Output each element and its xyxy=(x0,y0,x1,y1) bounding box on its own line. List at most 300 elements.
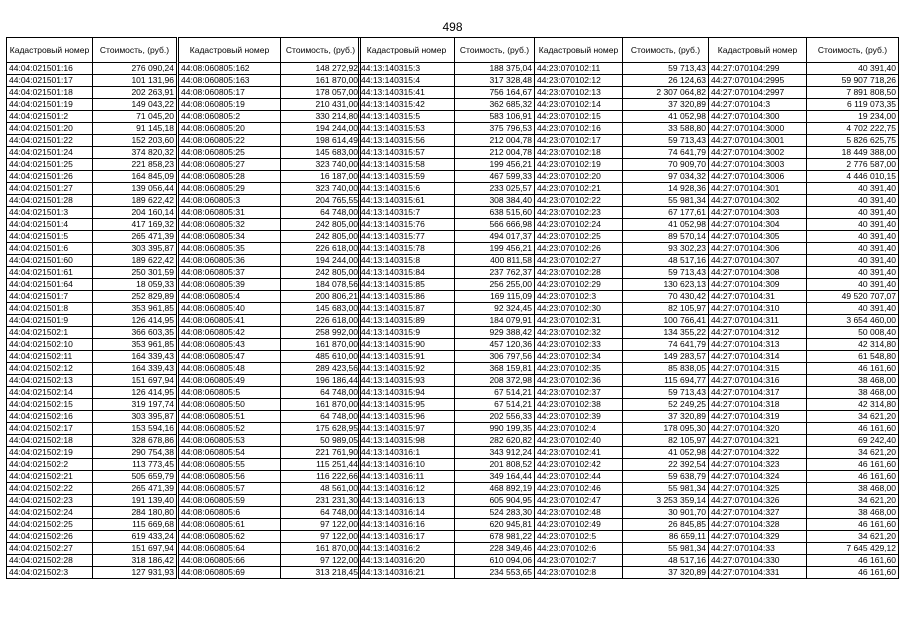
cost-cell: 40 391,40 xyxy=(807,279,899,291)
table-row xyxy=(179,243,361,255)
table-row xyxy=(535,123,709,135)
cadastral-number-cell: 44:27:070104:317 xyxy=(709,387,807,399)
cost-cell: 638 515,60 xyxy=(455,207,535,219)
table-row xyxy=(359,291,535,303)
table-row xyxy=(359,351,535,363)
cadastral-number-cell: 44:27:070104:304 xyxy=(709,219,807,231)
table-row xyxy=(179,555,361,567)
cadastral-number-cell: 44:04:021501:28 xyxy=(7,195,93,207)
table-row xyxy=(179,423,361,435)
table-row xyxy=(179,567,361,579)
cost-cell: 59 907 718,26 xyxy=(807,75,899,87)
cost-cell: 202 263,91 xyxy=(93,87,177,99)
cadastral-number-cell: 44:23:070102:18 xyxy=(535,147,623,159)
table-row xyxy=(179,315,361,327)
cadastral-number-cell: 44:13:140316:13 xyxy=(359,495,455,507)
cost-cell: 115 251,44 xyxy=(281,459,361,471)
table-row xyxy=(535,303,709,315)
table-row xyxy=(7,507,177,519)
cost-cell: 3 253 359,14 xyxy=(623,495,709,507)
cadastral-number-cell: 44:04:021502:26 xyxy=(7,531,93,543)
cadastral-number-cell: 44:13:140315:59 xyxy=(359,171,455,183)
table-row xyxy=(535,315,709,327)
cost-cell: 374 820,32 xyxy=(93,147,177,159)
cost-cell: 265 471,39 xyxy=(93,231,177,243)
table-row xyxy=(7,63,177,75)
cost-cell: 226 618,00 xyxy=(281,243,361,255)
table-row xyxy=(535,147,709,159)
cost-cell: 40 391,40 xyxy=(807,255,899,267)
table-row xyxy=(535,543,709,555)
cadastral-number-cell: 44:04:021501:5 xyxy=(7,231,93,243)
cadastral-number-cell: 44:04:021501:20 xyxy=(7,123,93,135)
cost-cell: 67 514,21 xyxy=(455,387,535,399)
cadastral-table-3 xyxy=(358,37,535,579)
cost-cell: 400 811,58 xyxy=(455,255,535,267)
table-row xyxy=(179,159,361,171)
table-row xyxy=(7,375,177,387)
table-row xyxy=(359,159,535,171)
cost-cell: 605 904,95 xyxy=(455,495,535,507)
table-row xyxy=(7,195,177,207)
table-header-row xyxy=(535,38,709,63)
table-row xyxy=(709,195,899,207)
cost-cell: 26 845,85 xyxy=(623,519,709,531)
table-row xyxy=(709,207,899,219)
cost-cell: 169 115,09 xyxy=(455,291,535,303)
cadastral-number-cell: 44:27:070104:312 xyxy=(709,327,807,339)
cadastral-number-cell: 44:23:070102:5 xyxy=(535,531,623,543)
cost-cell: 678 981,22 xyxy=(455,531,535,543)
table-row xyxy=(179,471,361,483)
cost-cell: 64 748,00 xyxy=(281,411,361,423)
cadastral-table-4 xyxy=(534,37,709,579)
table-row xyxy=(709,123,899,135)
cost-cell: 198 614,49 xyxy=(281,135,361,147)
table-row xyxy=(7,327,177,339)
cadastral-number-cell: 44:08:060805:59 xyxy=(179,495,281,507)
table-row xyxy=(7,243,177,255)
cost-cell: 250 301,59 xyxy=(93,267,177,279)
table-row xyxy=(179,531,361,543)
table-row xyxy=(359,471,535,483)
table-row xyxy=(7,423,177,435)
table-row xyxy=(179,411,361,423)
table-row xyxy=(179,75,361,87)
cadastral-number-cell: 44:27:070104:3 xyxy=(709,99,807,111)
cost-cell: 417 169,32 xyxy=(93,219,177,231)
table-row xyxy=(7,87,177,99)
cadastral-number-cell: 44:08:060805:41 xyxy=(179,315,281,327)
cost-cell: 375 796,53 xyxy=(455,123,535,135)
cadastral-number-cell: 44:23:070102:7 xyxy=(535,555,623,567)
table-row xyxy=(535,495,709,507)
table-row xyxy=(7,351,177,363)
cadastral-number-cell: 44:08:060805:47 xyxy=(179,351,281,363)
table-row xyxy=(7,123,177,135)
cadastral-number-cell: 44:23:070102:15 xyxy=(535,111,623,123)
cost-cell: 37 320,89 xyxy=(623,411,709,423)
cost-cell: 467 599,33 xyxy=(455,171,535,183)
cost-cell: 284 180,80 xyxy=(93,507,177,519)
cadastral-number-cell: 44:23:070102:4 xyxy=(535,423,623,435)
table-row xyxy=(359,183,535,195)
cadastral-number-cell: 44:23:070102:25 xyxy=(535,231,623,243)
cost-cell: 127 931,93 xyxy=(93,567,177,579)
cadastral-number-cell: 44:04:021501:18 xyxy=(7,87,93,99)
table-row xyxy=(359,243,535,255)
table-row xyxy=(179,291,361,303)
cadastral-number-cell: 44:27:070104:31 xyxy=(709,291,807,303)
cadastral-number-cell: 44:04:021501:61 xyxy=(7,267,93,279)
cost-cell: 85 838,05 xyxy=(623,363,709,375)
cadastral-number-cell: 44:04:021501:25 xyxy=(7,159,93,171)
cadastral-number-cell: 44:27:070104:305 xyxy=(709,231,807,243)
table-row xyxy=(179,123,361,135)
cost-cell: 276 090,24 xyxy=(93,63,177,75)
table-row xyxy=(359,555,535,567)
cost-cell: 97 122,00 xyxy=(281,531,361,543)
cost-cell: 242 805,00 xyxy=(281,219,361,231)
table-row xyxy=(535,159,709,171)
cost-cell: 610 094,06 xyxy=(455,555,535,567)
cost-cell: 34 621,20 xyxy=(807,495,899,507)
cadastral-number-cell: 44:23:070102:35 xyxy=(535,363,623,375)
cadastral-number-cell: 44:04:021502:21 xyxy=(7,471,93,483)
cadastral-number-cell: 44:23:070102:46 xyxy=(535,483,623,495)
cadastral-number-cell: 44:08:060805:66 xyxy=(179,555,281,567)
cost-cell: 494 017,37 xyxy=(455,231,535,243)
table-row xyxy=(535,207,709,219)
cadastral-number-cell: 44:23:070102:28 xyxy=(535,267,623,279)
cadastral-number-cell: 44:08:060805:43 xyxy=(179,339,281,351)
table-row xyxy=(179,399,361,411)
cadastral-number-cell: 44:23:070102:19 xyxy=(535,159,623,171)
table-row xyxy=(535,531,709,543)
cost-cell: 2 776 587,00 xyxy=(807,159,899,171)
cost-cell: 175 628,95 xyxy=(281,423,361,435)
cost-cell: 48 561,00 xyxy=(281,483,361,495)
table-row xyxy=(709,351,899,363)
cost-cell: 38 468,00 xyxy=(807,375,899,387)
table-row xyxy=(179,87,361,99)
cadastral-number-cell: 44:23:070102:31 xyxy=(535,315,623,327)
table-row xyxy=(709,567,899,579)
table-row xyxy=(7,267,177,279)
cost-cell: 194 244,00 xyxy=(281,255,361,267)
cost-cell: 221 858,23 xyxy=(93,159,177,171)
cadastral-number-cell: 44:23:070102:13 xyxy=(535,87,623,99)
cost-cell: 161 870,00 xyxy=(281,543,361,555)
cost-cell: 330 214,80 xyxy=(281,111,361,123)
cost-cell: 59 713,43 xyxy=(623,387,709,399)
cadastral-number-cell: 44:08:060805:27 xyxy=(179,159,281,171)
cost-cell: 50 008,40 xyxy=(807,327,899,339)
table-row xyxy=(359,195,535,207)
cadastral-number-cell: 44:27:070104:306 xyxy=(709,243,807,255)
cadastral-number-cell: 44:04:021501:16 xyxy=(7,63,93,75)
cadastral-number-cell: 44:23:070102:44 xyxy=(535,471,623,483)
cadastral-number-cell: 44:04:021502:28 xyxy=(7,555,93,567)
table-row xyxy=(709,555,899,567)
cost-cell: 468 892,19 xyxy=(455,483,535,495)
cost-cell: 164 845,09 xyxy=(93,171,177,183)
table-row xyxy=(359,495,535,507)
cadastral-number-cell: 44:13:140315:6 xyxy=(359,183,455,195)
cost-cell: 91 145,18 xyxy=(93,123,177,135)
table-row xyxy=(709,303,899,315)
table-header-row xyxy=(7,38,177,63)
cost-cell: 929 388,42 xyxy=(455,327,535,339)
table-row xyxy=(7,147,177,159)
cadastral-number-cell: 44:04:021502:25 xyxy=(7,519,93,531)
cost-cell: 619 433,24 xyxy=(93,531,177,543)
table-row xyxy=(709,447,899,459)
cost-cell: 3 654 460,00 xyxy=(807,315,899,327)
cost-cell: 48 517,16 xyxy=(623,255,709,267)
table-row xyxy=(709,435,899,447)
cadastral-number-cell: 44:04:021501:6 xyxy=(7,243,93,255)
cadastral-number-cell: 44:04:021502:2 xyxy=(7,459,93,471)
table-row xyxy=(7,447,177,459)
cost-cell: 139 056,44 xyxy=(93,183,177,195)
cadastral-number-cell: 44:27:070104:311 xyxy=(709,315,807,327)
cadastral-number-cell: 44:04:021501:64 xyxy=(7,279,93,291)
table-row xyxy=(359,303,535,315)
cost-cell: 317 328,48 xyxy=(455,75,535,87)
cadastral-number-cell: 44:08:060805:34 xyxy=(179,231,281,243)
cost-cell: 178 095,30 xyxy=(623,423,709,435)
cost-cell: 200 806,21 xyxy=(281,291,361,303)
cadastral-number-cell: 44:13:140315:89 xyxy=(359,315,455,327)
cost-cell: 101 131,96 xyxy=(93,75,177,87)
table-row xyxy=(709,99,899,111)
table-row xyxy=(535,447,709,459)
table-row xyxy=(7,471,177,483)
table-row xyxy=(535,351,709,363)
cadastral-number-cell: 44:27:070104:320 xyxy=(709,423,807,435)
cadastral-number-cell: 44:04:021502:22 xyxy=(7,483,93,495)
cadastral-number-cell: 44:08:060805:62 xyxy=(179,531,281,543)
cost-cell: 566 666,98 xyxy=(455,219,535,231)
table-row xyxy=(179,435,361,447)
table-row xyxy=(179,183,361,195)
cadastral-number-cell: 44:23:070102:14 xyxy=(535,99,623,111)
table-row xyxy=(179,267,361,279)
table-row xyxy=(359,423,535,435)
cadastral-number-cell: 44:13:140315:41 xyxy=(359,87,455,99)
table-row xyxy=(7,99,177,111)
cost-cell: 252 829,89 xyxy=(93,291,177,303)
cadastral-number-cell: 44:08:060805:163 xyxy=(179,75,281,87)
cost-cell: 14 928,36 xyxy=(623,183,709,195)
cadastral-number-cell: 44:13:140315:87 xyxy=(359,303,455,315)
cadastral-number-cell: 44:13:140315:92 xyxy=(359,363,455,375)
table-row xyxy=(359,507,535,519)
cost-cell: 134 355,22 xyxy=(623,327,709,339)
cadastral-number-cell: 44:23:070102:47 xyxy=(535,495,623,507)
cost-cell: 40 391,40 xyxy=(807,243,899,255)
cadastral-number-cell: 44:27:070104:299 xyxy=(709,63,807,75)
cost-cell: 226 618,00 xyxy=(281,315,361,327)
cost-cell: 93 302,23 xyxy=(623,243,709,255)
table-row xyxy=(709,531,899,543)
table-row xyxy=(709,387,899,399)
table-row xyxy=(359,327,535,339)
cost-cell: 92 324,45 xyxy=(455,303,535,315)
cost-cell: 184 078,56 xyxy=(281,279,361,291)
cadastral-number-cell: 44:08:060805:55 xyxy=(179,459,281,471)
cadastral-number-cell: 44:04:021501:4 xyxy=(7,219,93,231)
table-row xyxy=(709,147,899,159)
table-row xyxy=(535,195,709,207)
cost-cell: 50 989,05 xyxy=(281,435,361,447)
cost-cell: 34 621,20 xyxy=(807,531,899,543)
cost-cell: 152 203,60 xyxy=(93,135,177,147)
header-cost: Стоимость, (руб.) xyxy=(623,38,709,63)
cadastral-number-cell: 44:27:070104:318 xyxy=(709,399,807,411)
cadastral-number-cell: 44:23:070102:40 xyxy=(535,435,623,447)
cost-cell: 196 186,44 xyxy=(281,375,361,387)
table-row xyxy=(359,375,535,387)
cost-cell: 40 391,40 xyxy=(807,219,899,231)
cadastral-number-cell: 44:23:070102:37 xyxy=(535,387,623,399)
page-number: 498 xyxy=(442,20,463,34)
table-row xyxy=(7,555,177,567)
cadastral-number-cell: 44:08:060805:32 xyxy=(179,219,281,231)
cost-cell: 199 456,21 xyxy=(455,159,535,171)
cost-cell: 40 391,40 xyxy=(807,183,899,195)
cadastral-number-cell: 44:23:070102:22 xyxy=(535,195,623,207)
table-row xyxy=(535,387,709,399)
cost-cell: 149 283,57 xyxy=(623,351,709,363)
cadastral-number-cell: 44:04:021502:11 xyxy=(7,351,93,363)
cost-cell: 620 945,81 xyxy=(455,519,535,531)
cost-cell: 82 105,97 xyxy=(623,303,709,315)
cost-cell: 583 106,91 xyxy=(455,111,535,123)
cost-cell: 5 826 625,75 xyxy=(807,135,899,147)
cost-cell: 282 620,82 xyxy=(455,435,535,447)
cost-cell: 265 471,39 xyxy=(93,483,177,495)
cadastral-number-cell: 44:04:021502:10 xyxy=(7,339,93,351)
table-row xyxy=(179,99,361,111)
cadastral-number-cell: 44:13:140316:12 xyxy=(359,483,455,495)
cadastral-number-cell: 44:23:070102:23 xyxy=(535,207,623,219)
cost-cell: 366 603,35 xyxy=(93,327,177,339)
cadastral-number-cell: 44:13:140315:3 xyxy=(359,63,455,75)
cadastral-number-cell: 44:23:070102:42 xyxy=(535,459,623,471)
table-row xyxy=(7,159,177,171)
table-row xyxy=(535,279,709,291)
cost-cell: 303 395,87 xyxy=(93,411,177,423)
table-row xyxy=(179,135,361,147)
cost-cell: 115 669,68 xyxy=(93,519,177,531)
cost-cell: 323 740,00 xyxy=(281,159,361,171)
table-row xyxy=(7,219,177,231)
table-row xyxy=(179,363,361,375)
table-row xyxy=(709,183,899,195)
cost-cell: 97 122,00 xyxy=(281,555,361,567)
cost-cell: 55 981,34 xyxy=(623,543,709,555)
cost-cell: 202 556,33 xyxy=(455,411,535,423)
table-row xyxy=(359,147,535,159)
table-row xyxy=(709,87,899,99)
cadastral-number-cell: 44:08:060805:61 xyxy=(179,519,281,531)
cost-cell: 67 177,61 xyxy=(623,207,709,219)
cadastral-number-cell: 44:27:070104:313 xyxy=(709,339,807,351)
cost-cell: 41 052,98 xyxy=(623,219,709,231)
cadastral-number-cell: 44:08:060805:31 xyxy=(179,207,281,219)
cost-cell: 49 520 707,07 xyxy=(807,291,899,303)
cost-cell: 69 242,40 xyxy=(807,435,899,447)
cadastral-number-cell: 44:27:070104:302 xyxy=(709,195,807,207)
table-row xyxy=(359,411,535,423)
table-row xyxy=(535,171,709,183)
table-row xyxy=(7,495,177,507)
cost-cell: 6 119 073,35 xyxy=(807,99,899,111)
table-row xyxy=(7,435,177,447)
table-row xyxy=(359,135,535,147)
cost-cell: 485 610,00 xyxy=(281,351,361,363)
cadastral-number-cell: 44:23:070102:32 xyxy=(535,327,623,339)
table-row xyxy=(709,411,899,423)
table-row xyxy=(535,555,709,567)
cost-cell: 7 891 808,50 xyxy=(807,87,899,99)
cadastral-number-cell: 44:27:070104:300 xyxy=(709,111,807,123)
table-row xyxy=(179,111,361,123)
cost-cell: 349 164,44 xyxy=(455,471,535,483)
table-row xyxy=(535,111,709,123)
cost-cell: 113 773,45 xyxy=(93,459,177,471)
table-row xyxy=(7,303,177,315)
cost-cell: 151 697,94 xyxy=(93,375,177,387)
cadastral-number-cell: 44:23:070102:3 xyxy=(535,291,623,303)
cadastral-number-cell: 44:08:060805:35 xyxy=(179,243,281,255)
table-row xyxy=(179,255,361,267)
cost-cell: 37 320,89 xyxy=(623,99,709,111)
cadastral-number-cell: 44:27:070104:319 xyxy=(709,411,807,423)
table-row xyxy=(7,459,177,471)
cadastral-number-cell: 44:13:140315:85 xyxy=(359,279,455,291)
cadastral-number-cell: 44:04:021502:12 xyxy=(7,363,93,375)
cost-cell: 258 992,00 xyxy=(281,327,361,339)
cadastral-number-cell: 44:04:021501:17 xyxy=(7,75,93,87)
table-row xyxy=(709,75,899,87)
cadastral-number-cell: 44:04:021502:19 xyxy=(7,447,93,459)
cost-cell: 184 079,91 xyxy=(455,315,535,327)
cadastral-number-cell: 44:27:070104:323 xyxy=(709,459,807,471)
cost-cell: 231 231,30 xyxy=(281,495,361,507)
table-row xyxy=(709,543,899,555)
table-row xyxy=(359,255,535,267)
table-row xyxy=(709,327,899,339)
table-row xyxy=(535,375,709,387)
cadastral-number-cell: 44:13:140315:90 xyxy=(359,339,455,351)
cadastral-number-cell: 44:23:070102:16 xyxy=(535,123,623,135)
cadastral-number-cell: 44:27:070104:3003 xyxy=(709,159,807,171)
table-row xyxy=(7,279,177,291)
table-row xyxy=(535,75,709,87)
cost-cell: 100 766,41 xyxy=(623,315,709,327)
cost-cell: 46 161,60 xyxy=(807,459,899,471)
cost-cell: 38 468,00 xyxy=(807,507,899,519)
cadastral-number-cell: 44:27:070104:321 xyxy=(709,435,807,447)
table-row xyxy=(709,519,899,531)
table-row xyxy=(709,63,899,75)
table-row xyxy=(7,411,177,423)
cost-cell: 74 641,79 xyxy=(623,147,709,159)
table-row xyxy=(359,87,535,99)
